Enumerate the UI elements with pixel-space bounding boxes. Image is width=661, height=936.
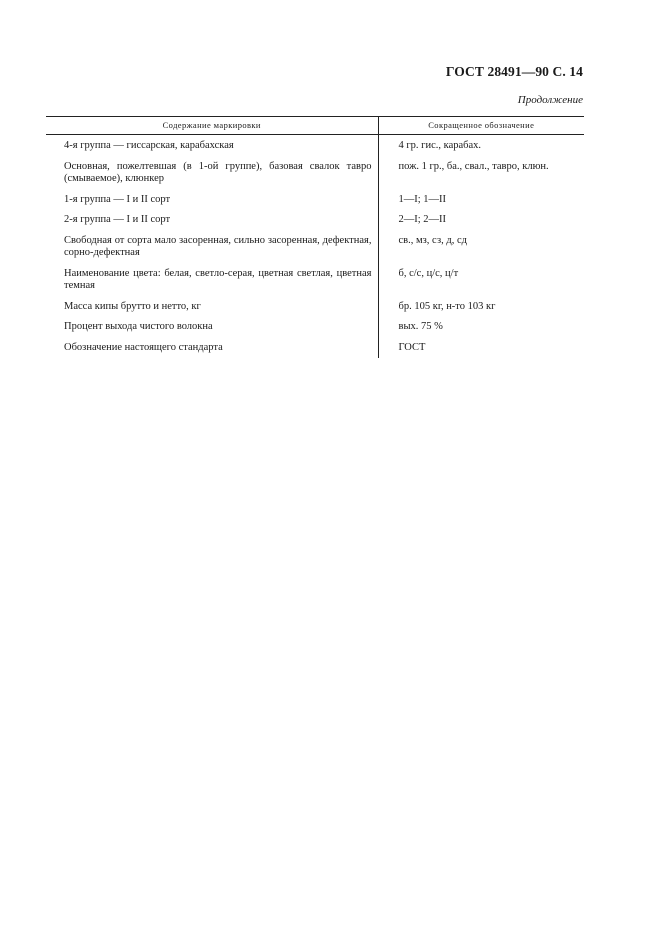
marking-content-cell: Обозначение настоящего стандарта bbox=[46, 342, 378, 359]
table-row bbox=[46, 135, 584, 161]
column-header-marking-content: Содержание маркировки bbox=[46, 117, 378, 135]
marking-content-cell: Наименование цвета: белая, светло-серая, цветная светлая, цветная темная bbox=[46, 268, 378, 301]
marking-content-cell: Основная, пожелтевшая (в 1-ой группе), базовая свалок тавро (смываемое), клюнкер bbox=[46, 161, 378, 194]
marking-content-cell: 4-я группа — гиссарская, карабахская bbox=[46, 135, 378, 161]
table-row bbox=[46, 301, 584, 322]
marking-table bbox=[46, 116, 584, 358]
table-row bbox=[46, 161, 584, 194]
page-header: ГОСТ 28491—90 С. 14 bbox=[445, 64, 583, 79]
abbreviation-cell: ГОСТ bbox=[398, 341, 426, 353]
marking-content-cell: Свободная от сорта мало засоренная, сильно засоренная, дефектная, сорно-дефектная bbox=[46, 235, 378, 268]
abbreviation-cell: пож. 1 гр., ба., свал., тавро, клюн. bbox=[398, 160, 549, 172]
marking-content-cell: 2-я группа — I и II сорт bbox=[46, 214, 378, 235]
table-row bbox=[46, 214, 584, 235]
abbreviation-cell: бр. 105 кг, н-то 103 кг bbox=[398, 300, 496, 312]
column-header-abbreviation: Сокращенное обозначение bbox=[378, 117, 584, 135]
continuation-label: Продолжение bbox=[517, 94, 583, 106]
abbreviation-cell: 1—I; 1—II bbox=[398, 193, 447, 205]
table-row bbox=[46, 321, 584, 342]
marking-content-cell: Масса кипы брутто и нетто, кг bbox=[46, 301, 378, 322]
marking-content-cell: 1-я группа — I и II сорт bbox=[46, 194, 378, 215]
table-header-row bbox=[46, 117, 584, 135]
abbreviation-cell: б, с/с, ц/с, ц/т bbox=[398, 267, 459, 279]
abbreviation-cell: св., мз, сз, д, сд bbox=[398, 234, 467, 246]
marking-content-cell: Процент выхода чистого волокна bbox=[46, 321, 378, 342]
table-row bbox=[46, 342, 584, 359]
table-row bbox=[46, 235, 584, 268]
table-row bbox=[46, 194, 584, 215]
abbreviation-cell: 2—I; 2—II bbox=[398, 214, 447, 225]
abbreviation-cell: 4 гр. гис., карабах. bbox=[398, 140, 482, 151]
table-row bbox=[46, 268, 584, 301]
abbreviation-cell: вых. 75 % bbox=[398, 321, 443, 332]
